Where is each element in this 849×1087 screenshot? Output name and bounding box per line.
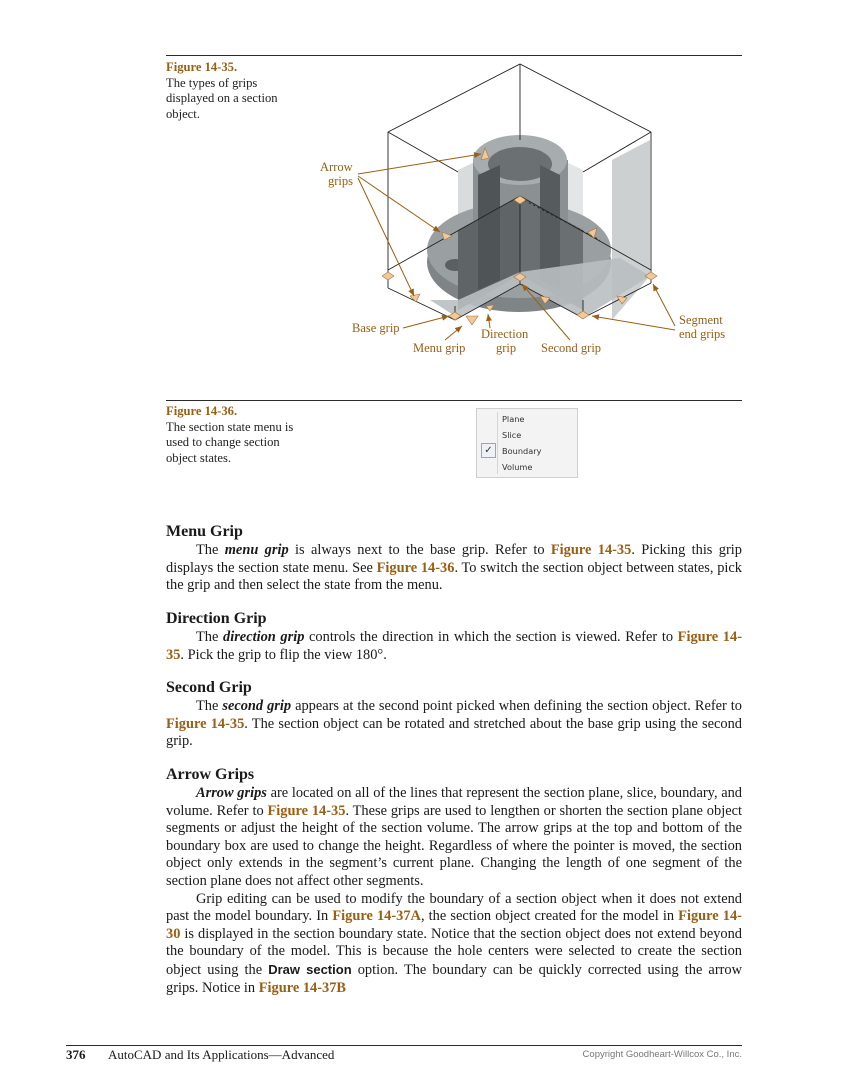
paragraph: Arrow grips are located on all of the lines that represent the section plane, slice, boundary, and volume. Refer to Figure 14-35. These grips are used to lengthen or shorten the section plane object segments or adjust the height of the section volume. The arrow grips at the top and bottom of the boundary box are used to change the height. Regardless of where the pointer is moved, the section object only extends in the segment’s current plane. Changing the length of one segment of the section plane does not affect other segments.: [166, 785, 743, 889]
label-menu-grip: Menu grip: [413, 341, 466, 355]
figure-35-caption-text: The types of grips displayed on a section object.: [166, 75, 278, 121]
figure-link[interactable]: Figure 14-37B: [258, 979, 347, 996]
figure-36-number: Figure 14-36.: [166, 404, 238, 418]
paragraph: Grip editing can be used to modify the boundary of a section object when it does not extend past the model boundary. In Figure 14-37A, the section object created for the model in Figure 14-30 is displayed in the section boundary state. Notice that the section object does not extend beyond the boundary of the model. This is because the hole centers were selected to create the section object using the Draw section option. The boundary can be quickly corrected using the arrow grips. Notice in Figure 14-37B: [166, 890, 742, 996]
label-base-grip: Base grip: [352, 321, 400, 335]
command-option: Draw section: [268, 961, 352, 977]
label-segment-1: Segment: [679, 313, 723, 327]
check-icon: ✓: [481, 443, 496, 458]
paragraph: The menu grip is always next to the base grip. Refer to Figure 14-35. Picking this grip displays the section state menu. See Figure 14-36. To switch the section object between states, pick the grip and then select the state from the menu.: [166, 542, 742, 594]
menu-gutter-divider: [497, 412, 498, 474]
copyright: Copyright Goodheart-Willcox Co., Inc.: [582, 1049, 742, 1060]
label-direction-2: grip: [496, 341, 517, 355]
label-direction-1: Direction: [481, 327, 529, 341]
figure-36-top-rule: [166, 400, 742, 401]
footer-rule: [66, 1045, 742, 1046]
heading-direction-grip: Direction Grip: [166, 610, 267, 627]
heading-arrow-grips: Arrow Grips: [166, 766, 255, 783]
label-arrow-grips-2: grips: [328, 174, 353, 188]
arrow-grips-section: [166, 765, 742, 997]
label-segment-2: end grips: [679, 327, 726, 341]
heading-menu-grip: Menu Grip: [166, 523, 243, 540]
menu-item-boundary[interactable]: Boundary: [502, 446, 542, 456]
figure-35-top-rule: [166, 55, 742, 56]
label-arrow-grips-1: Arrow: [320, 160, 353, 174]
figure-36-caption: [166, 404, 296, 466]
figure-link[interactable]: Figure 14-36: [376, 559, 455, 576]
label-second-grip: Second grip: [541, 341, 602, 355]
menu-grip-section: [166, 522, 742, 595]
page-footer: [66, 1047, 742, 1065]
figure-link[interactable]: Figure 14-35: [550, 542, 632, 558]
paragraph: The second grip appears at the second point picked when defining the section object. Refer to Figure 14-35. The section object can be rotated and stretched about the base grip using the second grip.: [166, 698, 743, 750]
section-state-menu: [476, 408, 578, 478]
book-title: AutoCAD and Its Applications—Advanced: [108, 1047, 335, 1062]
figure-36-caption-text: The section state menu is used to change section object states.: [166, 419, 294, 465]
figure-link[interactable]: Figure 14-35: [166, 629, 742, 663]
figure-link[interactable]: Figure 14-37A: [332, 908, 421, 925]
paragraph: The direction grip controls the direction in which the section is viewed. Refer to Figure 14-35. Pick the grip to flip the view 180°.: [166, 629, 742, 663]
second-grip-section: [166, 678, 742, 751]
figure-35-caption: [166, 60, 296, 122]
menu-item-volume[interactable]: Volume: [502, 462, 533, 472]
figure-link[interactable]: Figure 14-35: [166, 715, 245, 732]
direction-grip-section: [166, 609, 742, 664]
figure-link[interactable]: Figure 14-30: [166, 908, 742, 942]
page-number: 376: [66, 1047, 86, 1062]
menu-item-plane[interactable]: Plane: [502, 414, 525, 424]
figure-link[interactable]: Figure 14-35: [267, 802, 346, 819]
menu-item-slice[interactable]: Slice: [502, 430, 522, 440]
heading-second-grip: Second Grip: [166, 679, 252, 696]
figure-35-number: Figure 14-35.: [166, 60, 238, 74]
section-object-grips-diagram: [300, 58, 750, 378]
